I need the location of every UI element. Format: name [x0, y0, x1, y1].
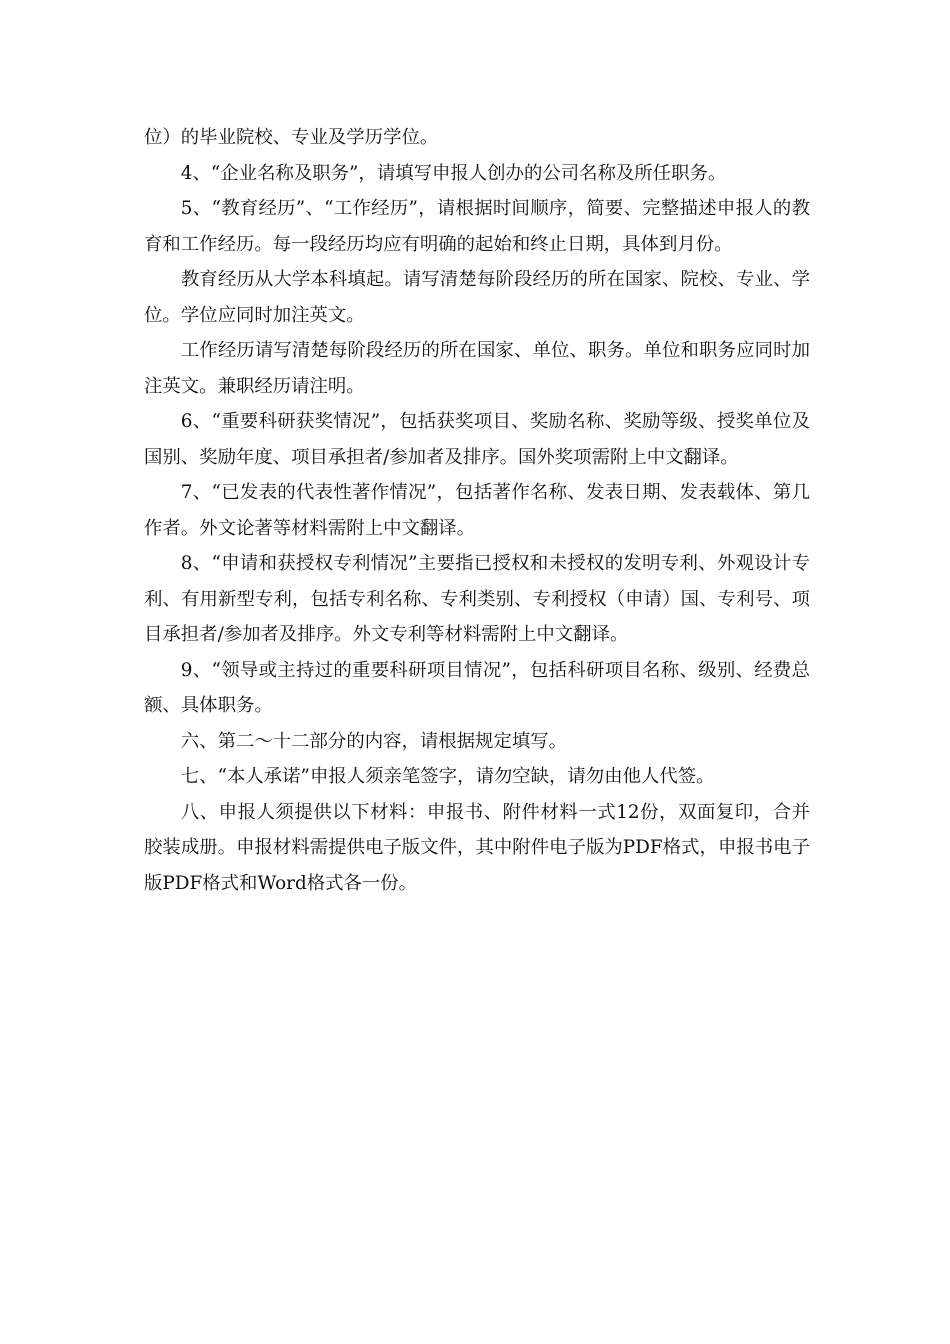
paragraph-section-8-materials: 八、申报人须提供以下材料：申报书、附件材料一式12份，双面复印，合并胶装成册。申报材料需提供电子版文件，其中附件电子版为PDF格式，申报书电子版PDF格式和Word格式各一份。	[144, 801, 810, 894]
paragraph-item-9-projects: 9、“领导或主持过的重要科研项目情况”，包括科研项目名称、级别、经费总额、具体职务。	[144, 659, 810, 716]
paragraph-item-5-experience: 5、“教育经历”、“工作经历”，请根据时间顺序，简要、完整描述申报人的教育和工作经历。每一段经历均应有明确的起始和终止日期，具体到月份。	[144, 198, 810, 255]
paragraph-item-6-awards: 6、“重要科研获奖情况”，包括获奖项目、奖励名称、奖励等级、授奖单位及国别、奖励年度、项目承担者/参加者及排序。国外奖项需附上中文翻译。	[144, 411, 810, 468]
document-body	[144, 120, 810, 901]
paragraph-education-history: 教育经历从大学本科填起。请写清楚每阶段经历的所在国家、院校、专业、学位。学位应同时加注英文。	[144, 269, 810, 326]
paragraph-section-6: 六、第二～十二部分的内容，请根据规定填写。	[180, 730, 568, 752]
paragraph-section-7-pledge: 七、“本人承诺”申报人须亲笔签字，请勿空缺，请勿由他人代签。	[180, 766, 715, 787]
paragraph-item-7-publications: 7、“已发表的代表性著作情况”，包括著作名称、发表日期、发表载体、第几作者。外文论著等材料需附上中文翻译。	[144, 482, 810, 539]
paragraph-work-history: 工作经历请写清楚每阶段经历的所在国家、单位、职务。单位和职务应同时加注英文。兼职经历请注明。	[144, 340, 810, 397]
paragraph-item-8-patents: 8、“申请和获授权专利情况”主要指已授权和未授权的发明专利、外观设计专利、有用新型专利，包括专利名称、专利类别、专利授权（申请）国、专利号、项目承担者/参加者及排序。外文专利等材料需附上中文翻译。	[144, 553, 810, 645]
paragraph-item-4-company: 4、“企业名称及职务”，请填写申报人创办的公司名称及所任职务。	[180, 162, 727, 184]
paragraph-degree-continuation: 位）的毕业院校、专业及学历学位。	[144, 127, 439, 148]
